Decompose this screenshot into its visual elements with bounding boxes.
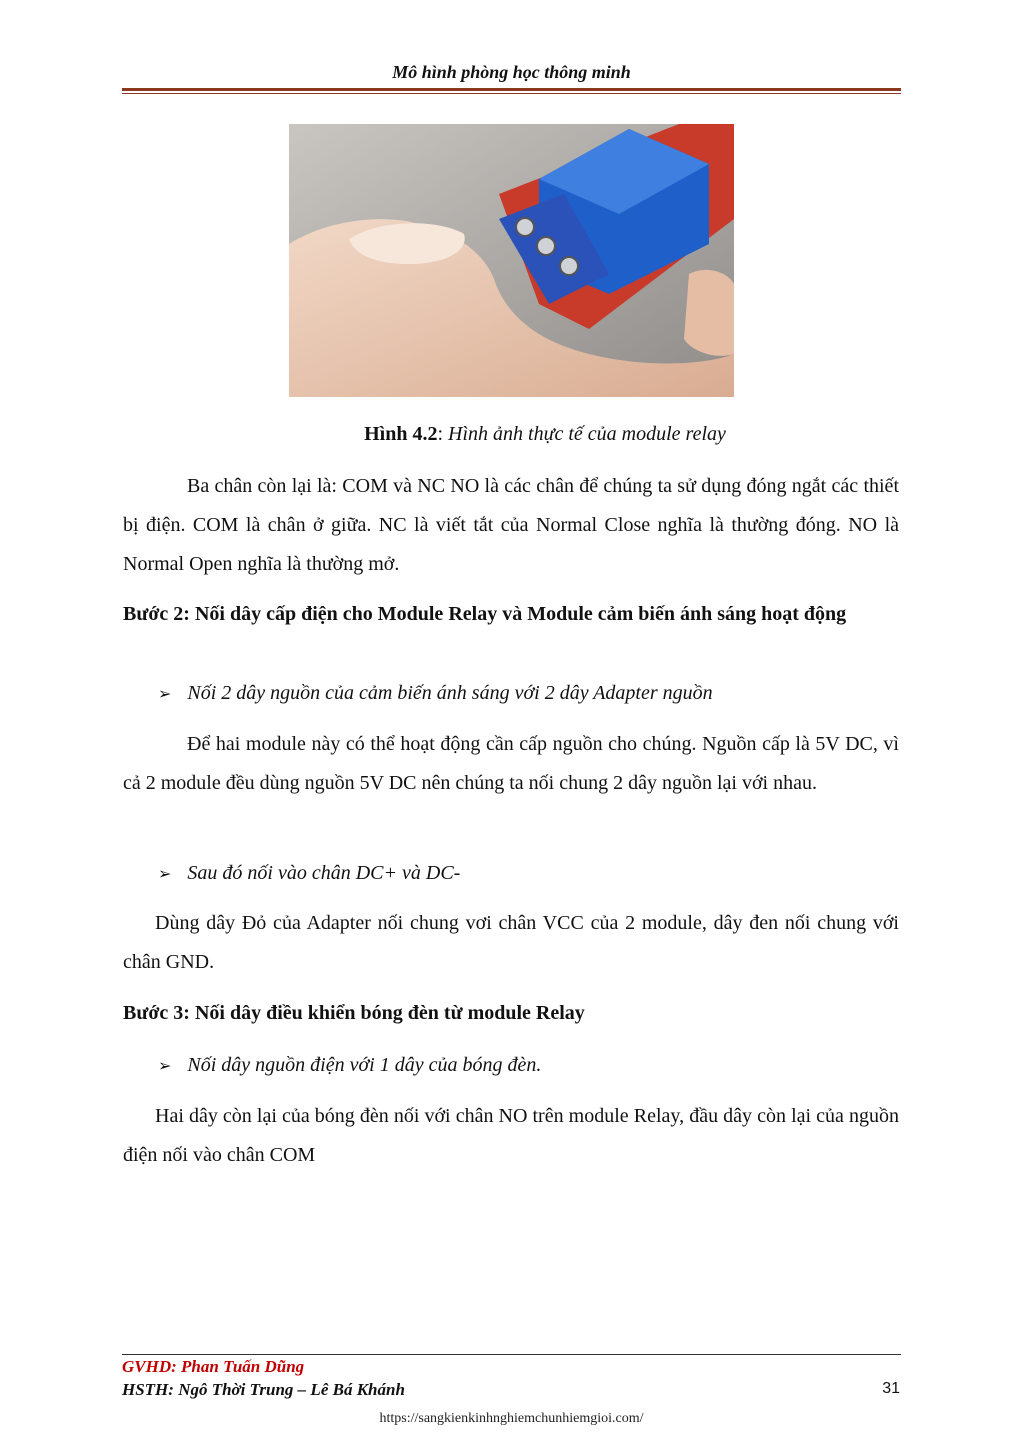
footer-rule: [122, 1354, 901, 1355]
figure-caption: [0, 423, 1023, 446]
paragraph-power: Để hai module này có thể hoạt động cần cấp nguồn cho chúng. Nguồn cấp là 5V DC, vì cả 2 module đều dùng nguồn 5V DC nên chúng ta nối chung 2 dây nguồn lại với nhau.: [123, 733, 899, 794]
bullet-text-3: Nối dây nguồn điện với 1 dây của bóng đèn.: [187, 1054, 542, 1076]
caption-text: Hình ảnh thực tế của module relay: [448, 423, 726, 445]
bullet-item-1: [158, 678, 898, 709]
paragraph-wiring: Dùng dây Đỏ của Adapter nối chung vơi chân VCC của 2 module, dây đen nối chung với chân GND.: [123, 912, 899, 973]
page-number: 31: [882, 1380, 900, 1397]
page-header-title: Mô hình phòng học thông minh: [392, 62, 631, 82]
header-rule-thick: [122, 88, 901, 91]
heading-step-3: Bước 3: Nối dây điều khiển bóng đèn từ module Relay: [123, 1002, 585, 1024]
paragraph-pins: Ba chân còn lại là: COM và NC NO là các chân để chúng ta sử dụng đóng ngắt các thiết bị điện. COM là chân ở giữa. NC là viết tắt của Normal Close nghĩa là thường đóng. NO là Normal Open nghĩa là thường mở.: [123, 475, 899, 575]
footer-advisor: GVHD: Phan Tuấn Dũng: [122, 1357, 305, 1376]
arrow-bullet-icon: ➢: [158, 864, 172, 883]
caption-label: Hình 4.2: [364, 423, 438, 445]
heading-step-2: Bước 2: Nối dây cấp điện cho Module Relay và Module cảm biến ánh sáng hoạt động: [123, 603, 847, 625]
arrow-bullet-icon: ➢: [158, 1056, 172, 1075]
relay-module-photo: [289, 124, 734, 397]
footer-students: HSTH: Ngô Thời Trung – Lê Bá Khánh: [122, 1380, 405, 1399]
bullet-item-3: [158, 1050, 898, 1081]
header-rule-thin: [122, 93, 901, 94]
paragraph-lamp: Hai dây còn lại của bóng đèn nối với chân NO trên module Relay, đầu dây còn lại của nguồn điện nối vào chân COM: [123, 1105, 899, 1166]
arrow-bullet-icon: ➢: [158, 684, 172, 703]
footer-url[interactable]: https://sangkienkinhnghiemchunhiemgioi.com/: [379, 1411, 644, 1426]
bullet-item-2: [158, 858, 898, 889]
caption-separator: :: [437, 423, 449, 445]
bullet-text-1: Nối 2 dây nguồn của cảm biến ánh sáng với 2 dây Adapter nguồn: [187, 682, 713, 704]
bullet-text-2: Sau đó nối vào chân DC+ và DC-: [187, 862, 461, 884]
